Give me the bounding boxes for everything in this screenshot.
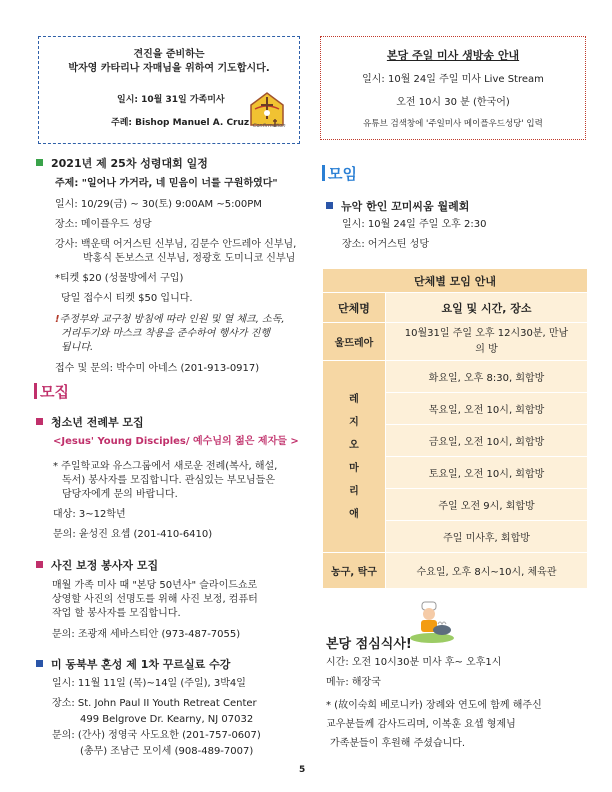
legio-name: 레 지 오 마 리 애 [323, 361, 386, 553]
congress-note-2: 거리두기와 마스크 착용을 준수하여 행사가 진행 [61, 328, 271, 339]
youth-liturgy-contact: 문의: 윤성진 요셉 (201-410-6410) [53, 529, 213, 540]
meeting-heading: 모임 [322, 163, 357, 184]
prayer-line1: 견진을 준비하는 [133, 49, 205, 60]
photo-volunteer-desc-1: 매월 가족 미사 때 "본당 50년사" 슬라이드쇼로 [52, 580, 258, 591]
youth-liturgy-target: 대상: 3~12학년 [53, 509, 126, 520]
table-row-time: 주일 미사후, 회합방 [386, 521, 588, 553]
lunch-title: 본당 점심식사! [326, 637, 412, 652]
group-table-col-name: 단체명 [323, 293, 386, 323]
table-row-name: 울뜨레아 [323, 323, 386, 361]
youth-liturgy-subtitle: <Jesus' Young Disciples/ 예수님의 젊은 제자들 > [53, 436, 299, 447]
youth-liturgy-title: 청소년 전례부 모집 [36, 414, 144, 430]
group-meeting-table [322, 268, 588, 589]
congress-note-1: !주정부와 교구청 방침에 따라 인원 및 열 체크, 소독, [55, 314, 285, 325]
chef-illustration-icon [408, 598, 456, 644]
table-row-time: 수요일, 오후 8시~10시, 체육관 [386, 553, 588, 589]
lunch-thanks-3: 가족분들이 후원해 주셨습니다. [330, 738, 466, 749]
bullet-icon [36, 159, 43, 166]
prayer-date: 일시: 10월 31일 가족미사 [117, 95, 225, 105]
photo-volunteer-title: 사진 보정 봉사자 모집 [36, 557, 158, 573]
table-row-time: 금요일, 오전 10시, 회합방 [386, 425, 588, 457]
group-table-col-time: 요일 및 시간, 장소 [386, 293, 588, 323]
photo-volunteer-contact: 문의: 조광재 세바스티안 (973-487-7055) [52, 629, 241, 640]
comitium-date: 일시: 10월 24일 주일 오후 2:30 [342, 219, 487, 230]
congress-note-3: 됩니다. [61, 342, 94, 353]
congress-theme: 주제: "일어나 가거라, 네 믿음이 너를 구원하였다" [55, 178, 278, 189]
livestream-line3: 유튜브 검색창에 '주일미사 메이플우드성당' 입력 [363, 119, 543, 129]
congress-date: 일시: 10/29(금) ~ 30(토) 9:00AM ~5:00PM [55, 199, 262, 210]
table-row-time: 토요일, 오전 10시, 회합방 [386, 457, 588, 489]
group-table-title: 단체별 모임 안내 [323, 269, 588, 293]
congress-speakers-1: 강사: 백운택 어거스틴 신부님, 김문수 안드레아 신부님, [55, 239, 297, 250]
congress-place: 장소: 메이플우드 성당 [55, 219, 152, 230]
bullet-icon [326, 202, 333, 209]
livestream-title: 본당 주일 미사 생방송 안내 [386, 49, 520, 62]
lunch-thanks-2: 교우분들께 감사드리며, 이복훈 요셉 형제님 [326, 719, 516, 730]
livestream-line1: 일시: 10월 24일 주일 미사 Live Stream [362, 74, 544, 85]
table-row-time: 10월31일 주일 오후 12시30분, 만남의 방 [386, 323, 588, 361]
photo-volunteer-desc-3: 작업 할 봉사자를 모집합니다. [52, 608, 181, 619]
table-row-time: 목요일, 오전 10시, 회합방 [386, 393, 588, 425]
cursillo-place-1: 장소: St. John Paul II Youth Retreat Center [52, 698, 257, 709]
livestream-box [320, 36, 586, 140]
lunch-menu: 메뉴: 해장국 [326, 677, 381, 688]
table-row-time: 주일 오전 9시, 회합방 [386, 489, 588, 521]
cursillo-contact-2: (총무) 조남근 모이세 (908-489-7007) [80, 746, 254, 757]
livestream-line2: 오전 10시 30 분 (한국어) [396, 97, 510, 108]
congress-ticket-2: 당일 접수시 티켓 $50 입니다. [61, 293, 193, 304]
prayer-box [38, 36, 300, 144]
prayer-line2: 박자영 카타리나 자매님을 위하여 기도합시다. [68, 63, 270, 74]
table-row-time: 화요일, 오후 8:30, 회합방 [386, 361, 588, 393]
photo-volunteer-desc-2: 상영할 사진의 선명도를 위해 사진 보정, 컴퓨터 [52, 594, 258, 605]
cursillo-date: 일시: 11월 11일 (목)~14일 (주일), 3박4일 [52, 678, 246, 689]
congress-contact: 접수 및 문의: 박수미 아네스 (201-913-0917) [55, 363, 260, 374]
cursillo-place-2: 499 Belgrove Dr. Kearny, NJ 07032 [80, 714, 254, 725]
cursillo-contact-1: 문의: (간사) 정영국 사도요한 (201-757-0607) [52, 730, 261, 741]
lunch-time: 시간: 오전 10시30분 미사 후~ 오후1시 [326, 657, 502, 668]
comitium-place: 장소: 어거스틴 성당 [342, 239, 430, 250]
youth-liturgy-desc-3: 담당자에게 문의 바랍니다. [62, 489, 178, 500]
confirmation-logo-icon: Confirmation [247, 89, 287, 131]
congress-ticket-1: *티켓 $20 (성물방에서 구입) [55, 273, 184, 284]
bullet-icon [36, 660, 43, 667]
comitium-title: 뉴악 한인 꼬미씨움 월례회 [326, 198, 469, 214]
youth-liturgy-desc-2: 독서) 봉사자를 모집합니다. 관심있는 부모님들은 [62, 475, 275, 486]
congress-title: 2021년 제 25차 성령대회 일정 [36, 155, 208, 171]
bullet-icon [36, 561, 43, 568]
prayer-presider: 주례: Bishop Manuel A. Cruz [111, 118, 250, 128]
table-row-name: 농구, 탁구 [323, 553, 386, 589]
bullet-icon [36, 418, 43, 425]
youth-liturgy-desc-1: * 주일학교와 유스그룹에서 새로운 전례(복사, 해설, [53, 461, 278, 472]
recruit-heading: 모집 [34, 381, 69, 402]
page-number: 5 [299, 765, 306, 775]
lunch-thanks-1: * (故이숙희 베로니카) 장례와 연도에 함께 해주신 [326, 700, 542, 711]
congress-speakers-2: 박홍식 돈보스코 신부님, 정광호 도미니코 신부님 [83, 253, 296, 264]
cursillo-title: 미 동북부 혼성 제 1차 꾸르실료 수강 [36, 656, 230, 672]
